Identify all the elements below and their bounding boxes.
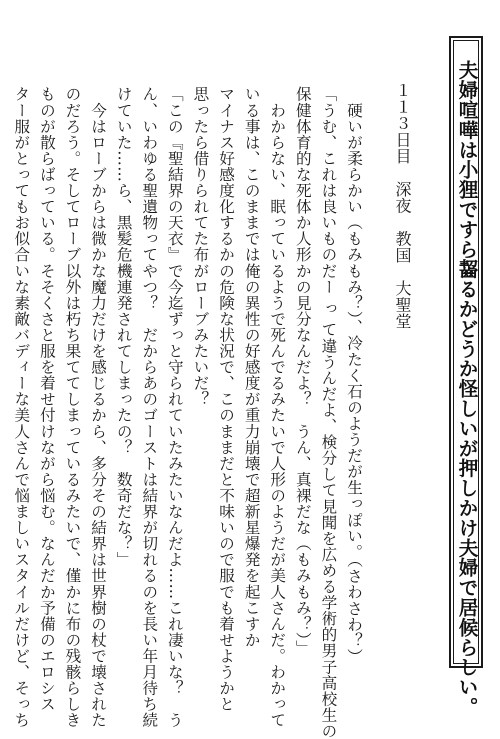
body-text xyxy=(8,86,366,739)
body-line: 「うむ、これは良いものだー っ て違うんだよ、検分して見聞を広める学術的男子高校生の xyxy=(319,86,338,739)
body-line: ものが散らばっている。そそくさと服を着せ付けながら悩む。なんだか予備のエロシス xyxy=(37,86,56,712)
body-line: のだろう。そしてローブ以外は朽ち果ててしまっているみたいで、僅かに布の残骸らしき xyxy=(63,86,82,728)
body-line: ん、いわゆる聖遺物ってやつ？ だからあのゴーストは結界が切れるのを長い年月待ち続 xyxy=(140,86,159,728)
body-line: 「この『聖結界の天衣』で今迄ずっと守られていたみたいなんだよ……これ凄いな？ う xyxy=(165,86,184,728)
body-line: わからない、眠っているようで死んでるみたいで人形のようだが美人さんだ。わかって xyxy=(268,86,287,728)
body-line: マイナス好感度化するかの危険な状況で、このままだと不味いので服でも着せようかと xyxy=(217,86,236,712)
body-line: けていた……ら、黒髪危機連発されてしまったの？ 数奇だな？」 xyxy=(114,86,133,568)
body-line: いる事は、このままでは俺の異性の好感度が重力崩壊で超新星爆発を起こすか xyxy=(242,86,261,648)
body-line: 思ったら借りられてた布がローブみたいだ？ xyxy=(191,86,210,407)
body-line: 硬いが柔らかい（もみもみ？）、冷たく石のようだが生っぽい。（さわさわ？） xyxy=(345,86,363,665)
body-line: 保健体育的な死体か人形かの見分なんだよ？ うん、真裸だな（もみもみ？）」 xyxy=(293,86,312,656)
chapter-title: 夫婦喧嘩は小狸ですら齧るかどうか怪しいが押しかけ夫婦で居候らしい。 xyxy=(455,60,478,717)
body-line: ター服がとってもお似合いな素敵バディーな美人さんで悩ましいスタイルだけど、そっち xyxy=(12,86,31,728)
chapter-heading: １１３日目 深夜 教国 大聖堂 xyxy=(393,82,412,330)
body-line: 今はローブからは微かな魔力だけを感じるから、多分その結界は世界樹の杖で壊された xyxy=(89,86,108,728)
